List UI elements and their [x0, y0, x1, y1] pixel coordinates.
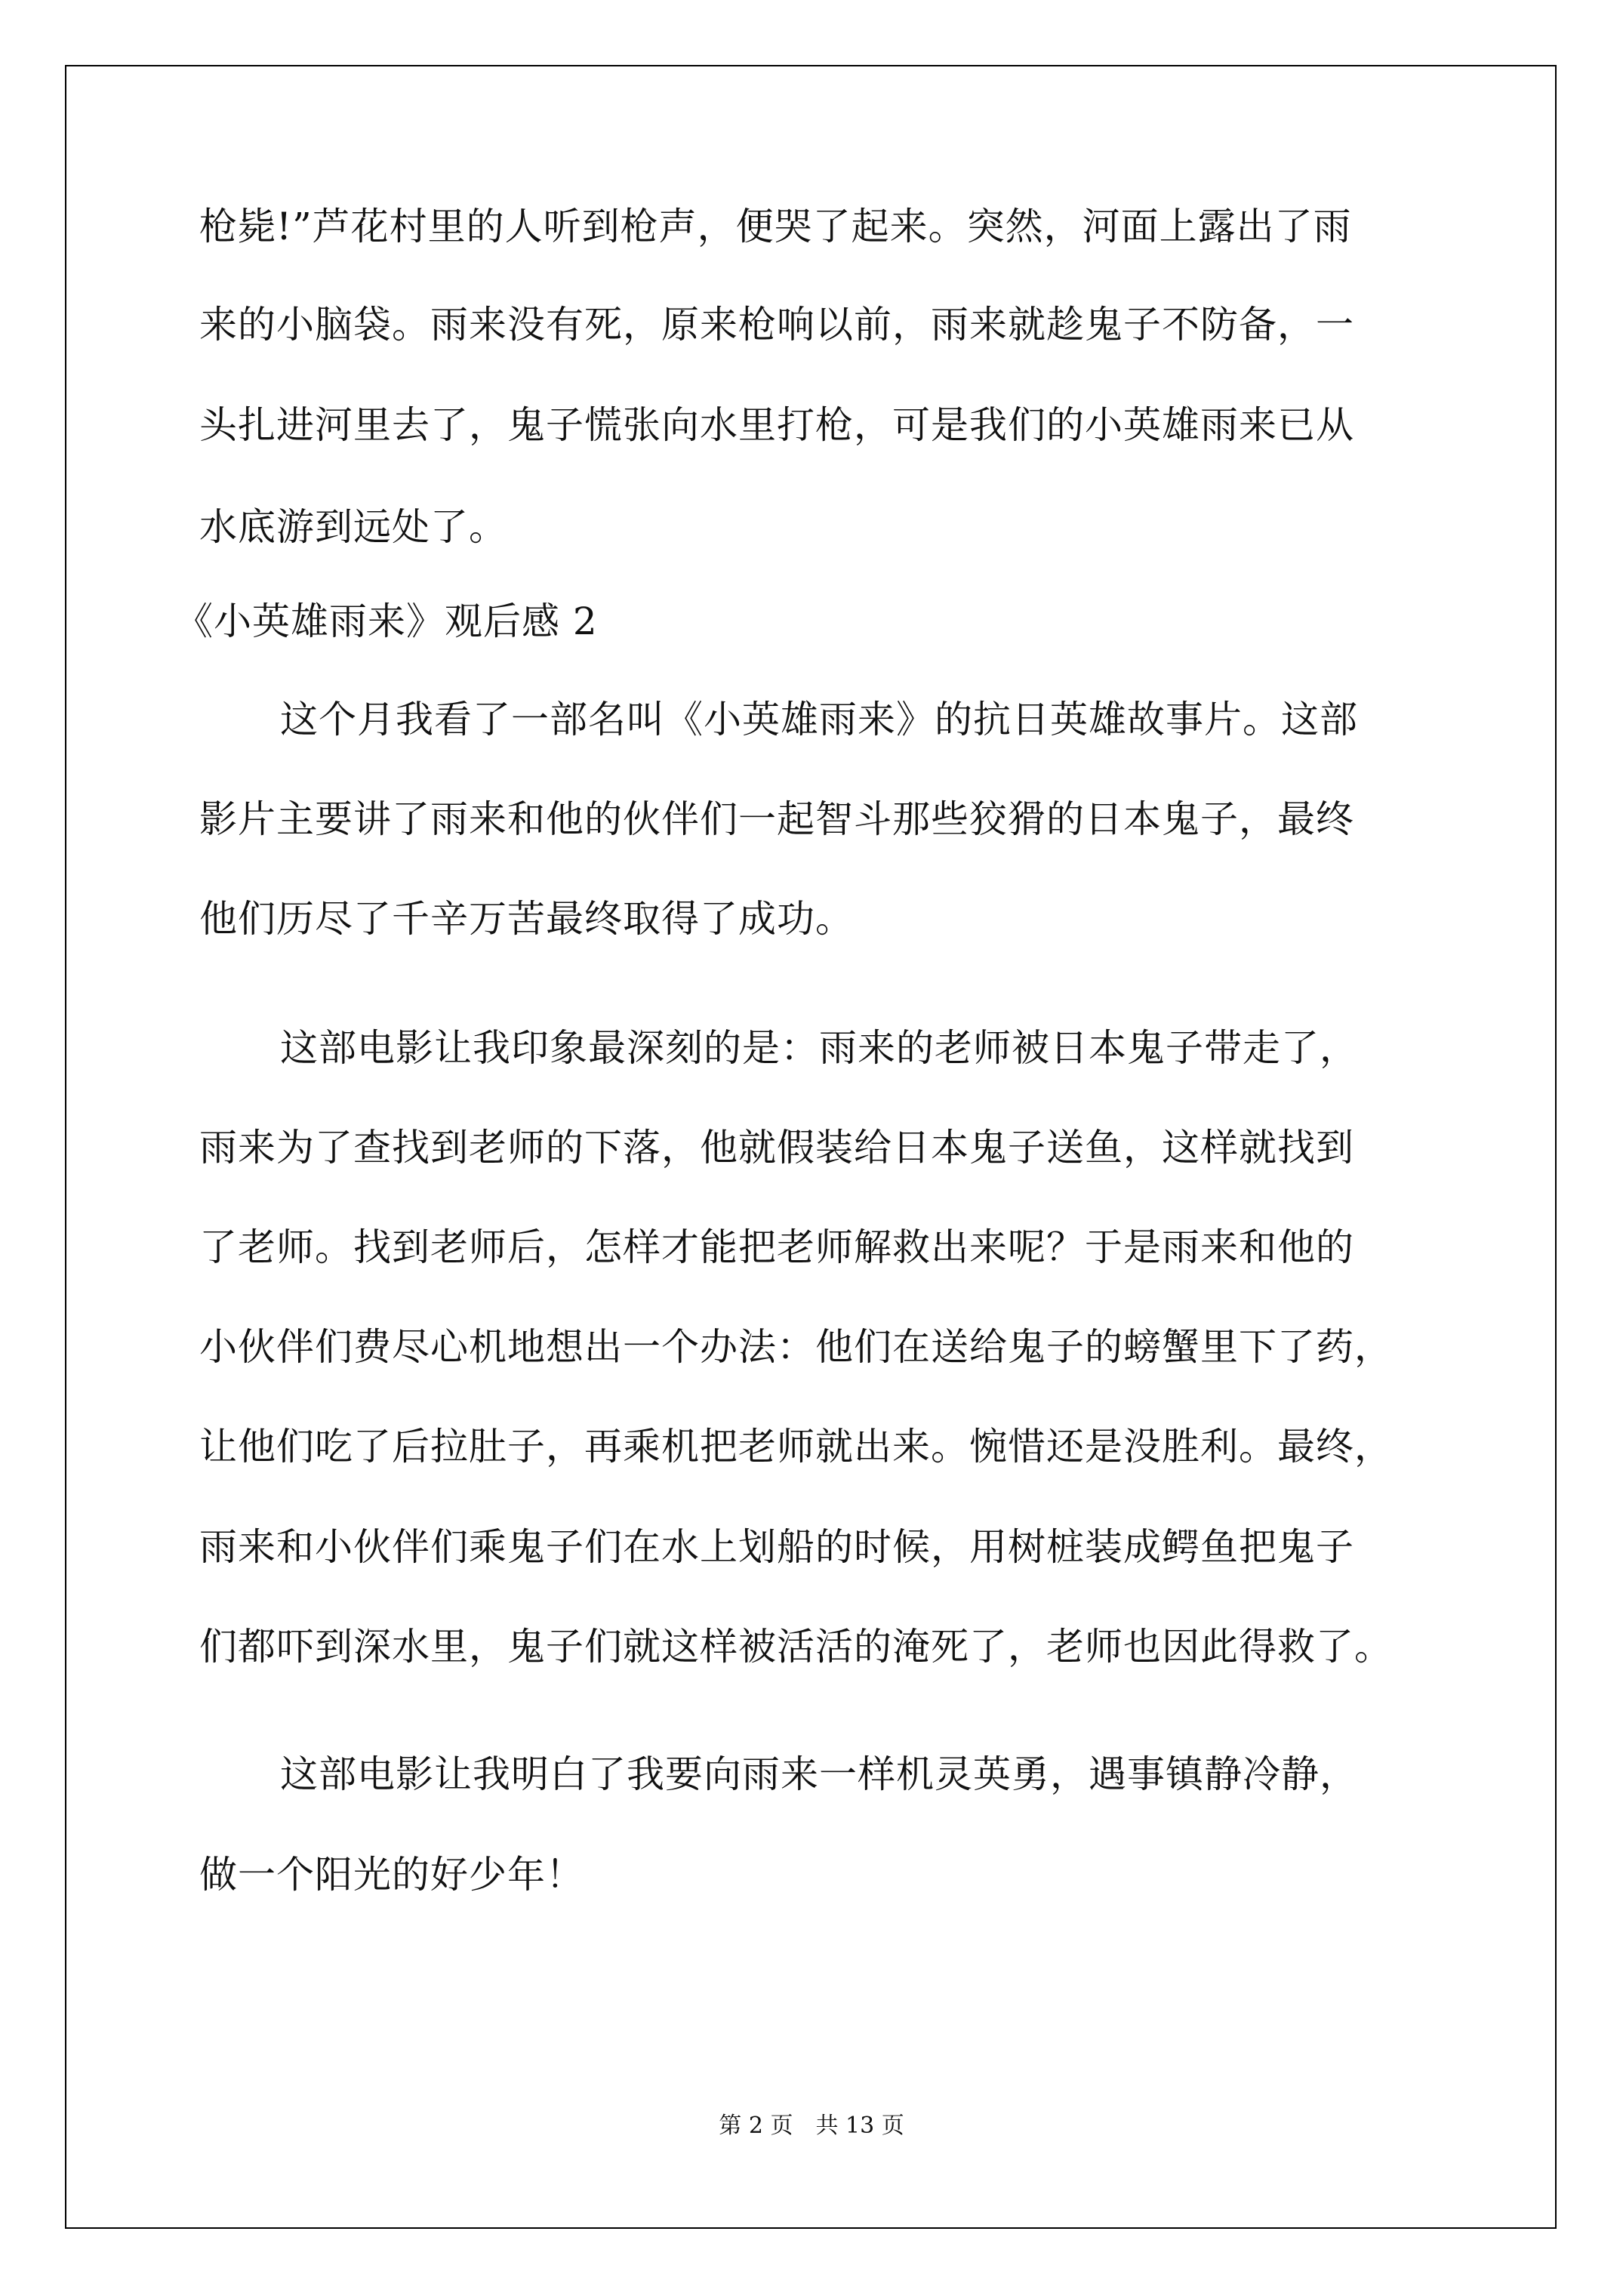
paragraph-line: 影片主要讲了雨来和他的伙伴们一起智斗那些狡猾的日本鬼子，最终 — [199, 797, 1354, 841]
paragraph-line: 让他们吃了后拉肚子，再乘机把老师就出来。惋惜还是没胜利。最终， — [199, 1425, 1393, 1469]
paragraph-line: 头扎进河里去了，鬼子慌张向水里打枪，可是我们的小英雄雨来已从 — [199, 403, 1354, 447]
paragraph-line: 这部电影让我明白了我要向雨来一样机灵英勇，遇事镇静冷静， — [280, 1752, 1358, 1796]
paragraph-line: 他们历尽了千辛万苦最终取得了成功。 — [199, 897, 854, 941]
paragraph-line: 雨来和小伙伴们乘鬼子们在水上划船的时候，用树桩装成鳄鱼把鬼子 — [199, 1525, 1354, 1569]
paragraph-line: 做一个阳光的好少年！ — [199, 1853, 584, 1897]
page-number-footer: 第 2 页 共 13 页 — [719, 2113, 904, 2139]
paragraph-line: 这部电影让我印象最深刻的是：雨来的老师被日本鬼子带走了， — [280, 1026, 1358, 1070]
paragraph-line: 们都吓到深水里，鬼子们就这样被活活的淹死了，老师也因此得救了。 — [199, 1625, 1393, 1669]
section-heading: 《小英雄雨来》观后感 2 — [175, 599, 598, 643]
paragraph-line: 雨来为了查找到老师的下落，他就假装给日本鬼子送鱼，这样就找到 — [199, 1126, 1354, 1170]
paragraph-line: 小伙伴们费尽心机地想出一个办法：他们在送给鬼子的螃蟹里下了药， — [199, 1325, 1393, 1369]
paragraph-line: 了老师。找到老师后，怎样才能把老师解救出来呢？于是雨来和他的 — [199, 1225, 1354, 1269]
paragraph-line: 这个月我看了一部名叫《小英雄雨来》的抗日英雄故事片。这部 — [280, 698, 1358, 741]
paragraph-line: 水底游到远处了。 — [199, 505, 507, 549]
paragraph-line: 枪毙!”芦花村里的人听到枪声，便哭了起来。突然，河面上露出了雨 — [199, 205, 1352, 248]
paragraph-line: 来的小脑袋。雨来没有死，原来枪响以前，雨来就趁鬼子不防备，一 — [199, 303, 1354, 347]
